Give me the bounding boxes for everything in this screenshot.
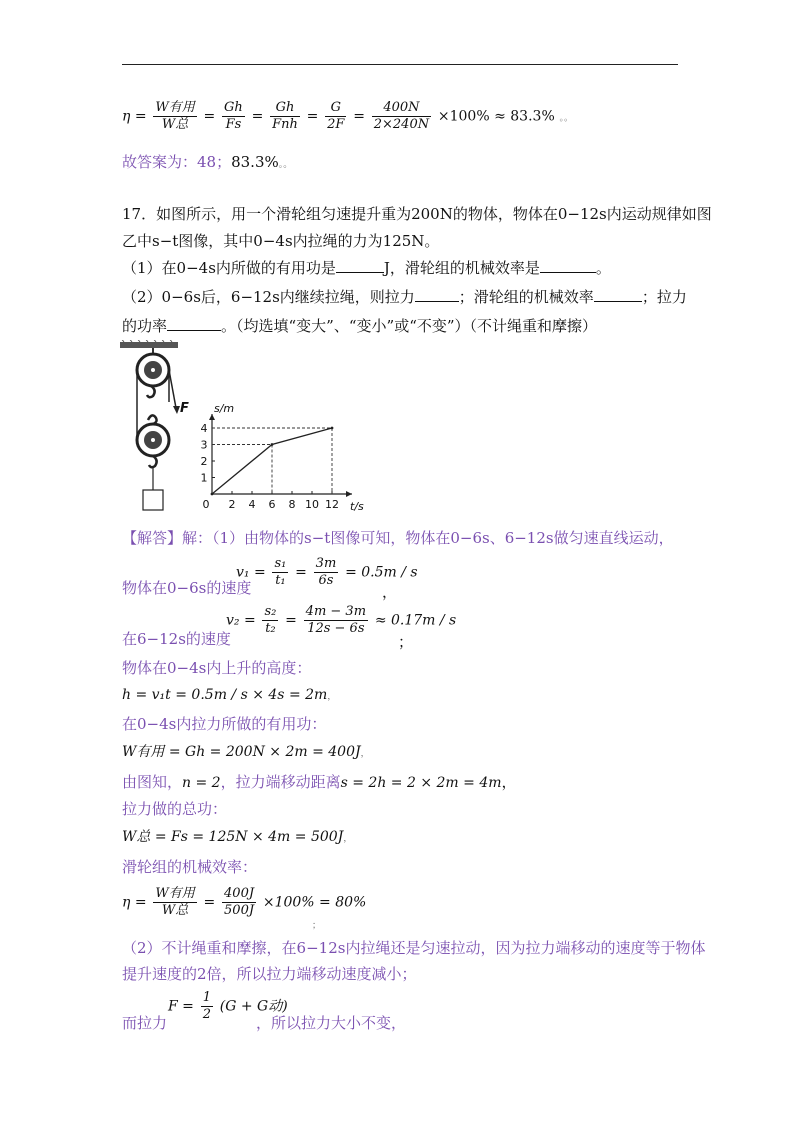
formula-mark: 。。 [559, 113, 574, 124]
force-label: F [180, 401, 189, 416]
x-tick-label: 2 [228, 498, 236, 511]
answer-line: 故答案为：48；83.3%。。 [122, 153, 293, 171]
solution-force: F = $\frac{1}{2}$ (G + G动) [168, 990, 288, 1022]
question-line-1: 17．如图所示，用一个滑轮组匀速提升重为200N的物体，物体在0−12s内运动规律如图 [122, 205, 712, 223]
fraction: $\frac{Gh}{Fs}$ [224, 100, 243, 132]
x-tick-label: 6 [268, 498, 276, 511]
y-axis-label: s/m [214, 402, 235, 415]
data-point [271, 443, 274, 446]
x-tick-label: 0 [202, 498, 210, 511]
x-axis-arrow [346, 491, 352, 497]
formula-tail: ×100% ≈ 83.3% [437, 108, 555, 125]
st-chart [198, 394, 370, 520]
solution-line-5: h = v₁t = 0.5m / s × 4s = 2m， [122, 687, 337, 703]
solution-line-6: 在0−4s内拉力所做的有用功： [122, 715, 327, 733]
fraction: $\frac{\text{W有用}}{\text{W总}}$ [155, 100, 195, 132]
header-rule [122, 64, 678, 65]
force-arrow [173, 406, 180, 414]
pulley-figure [118, 340, 198, 520]
answer-blank [336, 258, 384, 273]
solution-line-9: 拉力做的总功： [122, 800, 228, 818]
x-axis-label: t/s [350, 500, 364, 513]
ceiling-bar [120, 342, 178, 348]
solution-line-3-label: 在6−12s的速度 [122, 630, 231, 648]
data-point [211, 493, 214, 496]
fraction: $\frac{Gh}{\text{Fnh}}$ [272, 100, 298, 132]
solution-line-4: 物体在0−4s内上升的高度： [122, 659, 312, 677]
efficiency-formula: η = $\frac{\text{W有用}}{\text{W总}}$ = $\frac{Gh}{Fs}$ = $\frac{Gh}{\text{Fnh}}$ = $\frac{G}{2F}$ = $\frac{400N}{2\times 240N}$ ×100% ≈ 83.3% 。。 [122, 100, 574, 132]
solution-line-8: 由图知，n = 2，拉力端移动距离s = 2h = 2 × 2m = 4m， [122, 773, 517, 791]
hook-icon [147, 386, 155, 397]
formula-lhs: η = [122, 108, 147, 125]
y-tick-label: 2 [200, 455, 208, 468]
question-line-5: 的功率 。（均选填“变大”、“变小”或“不变”）（不计绳重和摩擦） [122, 317, 598, 335]
solution-line-11: 滑轮组的机械效率： [122, 858, 258, 876]
fraction: $\frac{G}{2F}$ [327, 100, 345, 132]
answer-blank [540, 258, 596, 273]
solution-line-2-label: 物体在0−6s的速度 [122, 579, 252, 597]
x-tick-label: 8 [288, 498, 296, 511]
y-tick-label: 4 [200, 422, 208, 435]
solution-line-15-label: 而拉力 [122, 1014, 168, 1032]
data-point [331, 427, 334, 430]
solution-line-10: W总 = Fs = 125N × 4m = 500J， [122, 829, 353, 845]
solution-line-7: W有用 = Gh = 200N × 2m = 400J， [122, 744, 370, 760]
x-tick-label: 4 [248, 498, 256, 511]
solution-line-1: 【解答】解：（1）由物体的s−t图像可知，物体在0−6s、6−12s做匀速直线运动， [122, 529, 674, 547]
weight-block [143, 490, 163, 510]
answer-value: 83.3% [231, 153, 279, 171]
question-line-2: 乙中s−t图像，其中0−4s内拉绳的力为125N。 [122, 232, 440, 250]
x-tick-label: 12 [325, 498, 339, 511]
question-line-3: （1）在0−4s内所做的有用功是 J，滑轮组的机械效率是 。 [122, 259, 611, 277]
y-tick-label: 1 [200, 471, 208, 485]
ceiling-hatch [120, 340, 172, 342]
y-tick-label: 3 [200, 438, 208, 452]
question-line-4: （2）0−6s后，6−12s内继续拉绳，则拉力 ；滑轮组的机械效率 ；拉力 [122, 288, 687, 306]
solution-line-14: 提升速度的2倍，所以拉力端移动速度减小； [122, 965, 417, 983]
solution-velocity-2: v₂ = $\frac{\text{s₂}}{\text{t₂}}$ = $\frac{4m - 3m}{12s - 6s}$ ≈ 0.17m / s [226, 604, 457, 636]
solution-line-13: （2）不计绳重和摩擦，在6−12s内拉绳还是匀速拉动，因为拉力端移动的速度等于物体 [122, 939, 706, 957]
solution-efficiency: η = $\frac{\text{W有用}}{\text{W总}}$ = $\frac{400J}{500J}$ ×100% = 80% [122, 886, 367, 918]
answer-blank [415, 287, 459, 302]
fraction: $\frac{400N}{2\times 240N}$ [373, 100, 430, 132]
answer-blank [594, 287, 642, 302]
solution-velocity-1: v₁ = $\frac{\text{s₁}}{\text{t₁}}$ = $\frac{3m}{6s}$ = 0.5m / s [236, 556, 418, 588]
x-tick-label: 10 [305, 498, 319, 511]
answer-blank [167, 316, 221, 331]
